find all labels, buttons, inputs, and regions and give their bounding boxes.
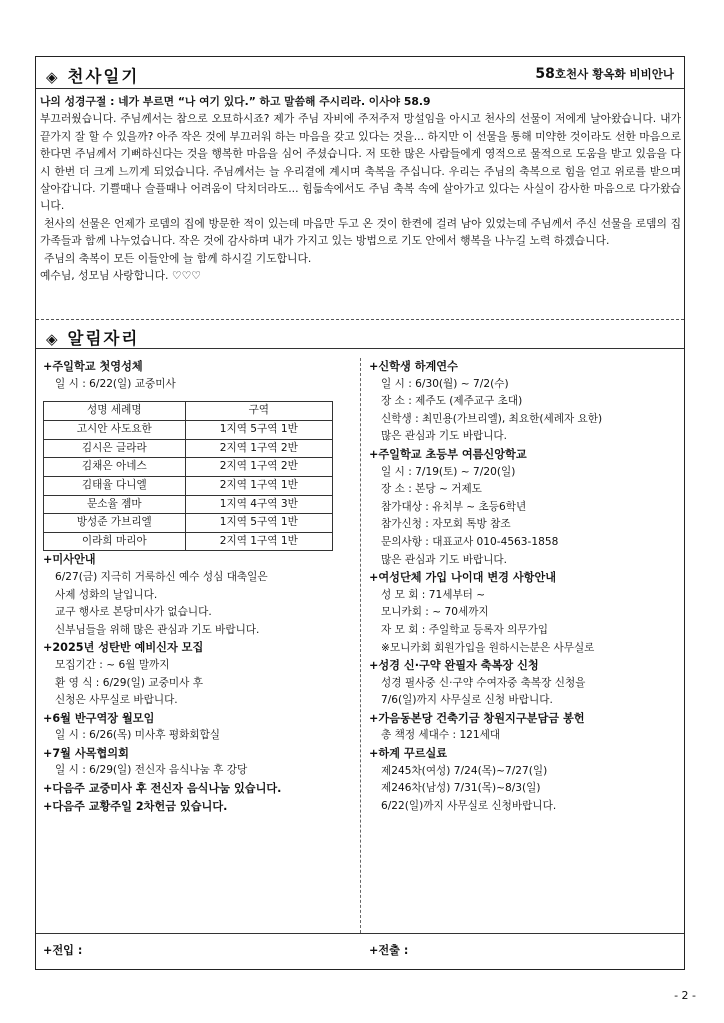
notice-line: 제246차(남성) 7/31(목)~8/3(일) [381, 782, 541, 795]
table-row [44, 514, 333, 533]
notice-line: 일 시 : 6/22(일) 교중미사 [55, 377, 176, 390]
table-row [44, 495, 333, 514]
notice-item [43, 551, 351, 639]
table-row [44, 476, 333, 495]
notice-line: 성 모 회 : 71세부터 ~ [381, 588, 486, 601]
notices-divider [36, 348, 684, 349]
notice-item [43, 639, 351, 709]
notice-item [43, 710, 351, 745]
issue-number: 58 [535, 66, 555, 82]
scripture-line: 나의 성경구절 : 네가 부르면 “나 여기 있다.” 하고 말씀해 주시리라. 이사야 58.9 [40, 95, 431, 108]
notice-title: +가음동본당 건축기금 창원지구분담금 봉헌 [369, 711, 585, 725]
table-cell: 김채은 아네스 [44, 458, 186, 477]
table-cell: 문소율 젬마 [44, 495, 186, 514]
notice-title: +다음주 교중미사 후 전신자 음식나눔 있습니다. [43, 782, 282, 796]
notices-title: 알림자리 [67, 329, 140, 348]
story-body [40, 93, 681, 284]
bulletin-frame [35, 56, 685, 970]
table-row [44, 439, 333, 458]
angel-diary-heading [46, 63, 139, 87]
table-cell: 2지역 1구역 1반 [185, 532, 332, 551]
notice-line: 장 소 : 본당 ~ 거제도 [381, 483, 482, 496]
notice-item [43, 745, 351, 780]
diamond-icon: ◈ [46, 68, 58, 86]
notice-line: 환 영 식 : 6/29(일) 교중미사 후 [55, 676, 203, 689]
notice-title: +성경 신·구약 완필자 축복장 신청 [369, 659, 539, 673]
notice-line: 7/6(일)까지 사무실로 신청 바랍니다. [381, 694, 553, 707]
section-divider [36, 319, 684, 320]
page-number: - 2 - [674, 989, 696, 1002]
notice-title: +신학생 하계연수 [369, 360, 458, 373]
footer-divider [36, 933, 684, 934]
table-cell: 1지역 5구역 1반 [185, 421, 332, 440]
notices-right-column [369, 358, 679, 815]
notices-heading [46, 325, 139, 349]
notice-line: 6/22(일)까지 사무실로 신청바랍니다. [381, 799, 557, 812]
notice-line: 신청은 사무실로 바랍니다. [55, 694, 178, 707]
story-paragraph: 천사의 선물은 언제가 로뎀의 집에 방문한 적이 있는데 마음만 두고 온 것이 한켠에 걸려 남아 있었는데 주님께서 주신 선물을 로뎀의 집 가족들과 함께 나누었습니다. 작은 것에 감사하며 내가 가지고 있는 방법으로 기도 안에서 행복을 나누길 노력 하겠습니다. [40, 216, 681, 248]
table-header-row [44, 402, 333, 421]
notice-item [369, 569, 679, 657]
notice-line: 일 시 : 7/19(토) ~ 7/20(일) [381, 465, 516, 478]
notice-item [369, 745, 679, 815]
notice-line: ※모니카회 회원가입을 원하시는분은 사무실로 [381, 641, 595, 654]
notice-title: +2025년 성탄반 예비신자 모집 [43, 641, 204, 655]
notice-line: 일 시 : 6/30(월) ~ 7/2(수) [381, 377, 509, 390]
story-paragraph: 예수님, 성모님 사랑합니다. ♡♡♡ [40, 269, 201, 283]
notice-item [43, 798, 351, 816]
byline-text: 호천사 황옥화 비비안나 [554, 67, 674, 81]
notice-line: 참가대상 : 유치부 ~ 초등6학년 [381, 500, 527, 513]
notice-title: +주일학교 초등부 여름신앙학교 [369, 447, 527, 461]
table-cell: 방성준 가브리엘 [44, 514, 186, 533]
notice-line: 총 책정 세대수 : 121세대 [381, 729, 501, 742]
notice-line: 제245차(여성) 7/24(목)~7/27(일) [381, 764, 548, 777]
table-row [44, 421, 333, 440]
table-cell: 2지역 1구역 2반 [185, 439, 332, 458]
notice-line: 신부님들을 위해 많은 관심과 기도 바랍니다. [55, 623, 260, 636]
byline [535, 66, 674, 82]
notice-line: 참가신청 : 자모회 톡방 참조 [381, 518, 511, 531]
table-row [44, 532, 333, 551]
notice-title: +여성단체 가입 나이대 변경 사항안내 [369, 571, 557, 585]
notice-title: +하계 꾸르실료 [369, 747, 448, 761]
transfer-in-label: +전입 : [43, 944, 83, 957]
notice-title: +다음주 교황주일 2차헌금 있습니다. [43, 799, 228, 813]
notice-line: 사제 성화의 날입니다. [55, 588, 158, 601]
angel-diary-title: 천사일기 [67, 67, 140, 86]
notice-line: 문의사항 : 대표교사 010-4563-1858 [381, 535, 559, 548]
notice-title: +6월 반구역장 월모임 [43, 711, 155, 725]
story-paragraph: 부끄러웠습니다. 주님께서는 참으로 오묘하시죠? 제가 주님 자비에 주저주저 망설임을 아시고 천사의 선물이 저에게 날아왔습니다. 내가 끝가지 잘 할 수 있을까? 아주 작은 것에 부끄러워 하는 마음을 갖고 있다는 것을... 하지만 이 선물을 통해 미약한 것이라도 선한 마음으로 한다면 주님께서 기뻐하신다는 것을 행복한 마음을 심어 주셨습니다. 저 또한 많은 사람들에게 영적으로 물적으로 도움을 받고 있음을 다시 한번 더 크게 느끼게 되었습니다. 주님께서는 늘 우리곁에 계시며 축복을 주십니다. 우리는 주님의 축복으로 힘을 얻고 위로를 받으며 살아갑니다. 기쁠때나 슬플때나 어려움이 닥치더라도... 힘듦속에서도 주님 축복 속에 살아가고 있다는 사실이 감사한 마음으로 다가왔습니다. [40, 112, 681, 213]
table-header-cell: 구역 [185, 402, 332, 421]
diamond-icon: ◈ [46, 330, 58, 348]
table-cell: 2지역 1구역 1반 [185, 476, 332, 495]
notice-item [369, 358, 679, 446]
column-divider [360, 358, 361, 933]
notice-item [369, 710, 679, 745]
notice-line: 신학생 : 최민용(가브리엘), 최요한(세례자 요한) [381, 412, 603, 425]
notice-line: 6/27(금) 지극히 거룩하신 예수 성심 대축일은 [55, 570, 268, 583]
notice-line: 성경 필사중 신·구약 수여자중 축복장 신청을 [381, 676, 586, 689]
notices-left-column [43, 358, 351, 815]
notice-item [369, 446, 679, 569]
table-cell: 2지역 1구역 2반 [185, 458, 332, 477]
table-cell: 김태율 다니엘 [44, 476, 186, 495]
notice-title: +미사안내 [43, 553, 96, 567]
notice-title: +7월 사목협의회 [43, 746, 129, 760]
notice-title: +주일학교 첫영성체 [43, 360, 143, 373]
first-communion-table [43, 401, 333, 551]
transfer-out-label: +전출 : [369, 944, 409, 957]
notice-line: 많은 관심과 기도 바랍니다. [381, 553, 508, 566]
table-cell: 김시은 글라라 [44, 439, 186, 458]
notice-line: 교구 행사로 본당미사가 없습니다. [55, 606, 212, 619]
notice-item [369, 657, 679, 710]
notice-line: 일 시 : 6/26(목) 미사후 평화회합실 [55, 729, 221, 742]
notice-line: 일 시 : 6/29(일) 전신자 음식나눔 후 강당 [55, 764, 248, 777]
story-paragraph: 주님의 축복이 모든 이들안에 늘 함께 하시길 기도합니다. [44, 251, 312, 265]
table-header-cell: 성명 세례명 [44, 402, 186, 421]
table-cell: 1지역 4구역 3반 [185, 495, 332, 514]
notice-line: 모집기간 : ~ 6월 말까지 [55, 658, 170, 671]
table-cell: 1지역 5구역 1반 [185, 514, 332, 533]
notice-line: 장 소 : 제주도 (제주교구 초대) [381, 395, 523, 408]
notice-line: 모니카회 : ~ 70세까지 [381, 606, 489, 619]
notice-item [43, 358, 351, 551]
table-row [44, 458, 333, 477]
notice-line: 자 모 회 : 주일학교 등록자 의무가입 [381, 623, 549, 636]
table-cell: 고시안 사도요한 [44, 421, 186, 440]
notice-line: 많은 관심과 기도 바랍니다. [381, 430, 508, 443]
header-divider [36, 88, 684, 89]
table-cell: 이라희 마리아 [44, 532, 186, 551]
notice-item [43, 780, 351, 798]
